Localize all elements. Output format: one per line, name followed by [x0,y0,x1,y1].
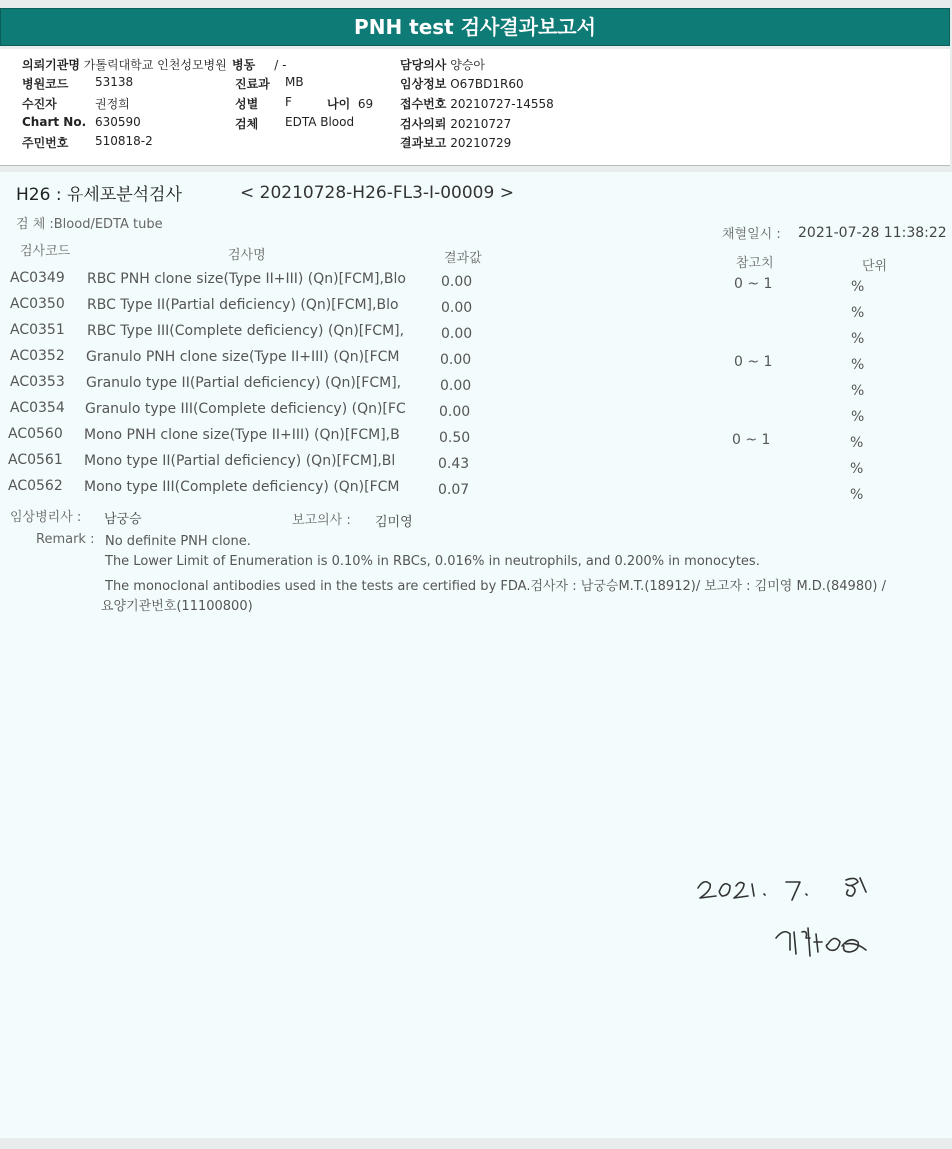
col-header-name: 검사명 [228,248,266,263]
field-institution: 의뢰기관명 가톨릭대학교 인천성모병원 [22,58,227,72]
doctor-name: 김미영 [375,515,413,530]
row-code: AC0562 [8,478,63,494]
field-chart-no: Chart No. 630590 [22,115,141,129]
row-result: 0.50 [439,430,471,446]
col-header-code: 검사코드 [20,244,71,259]
row-result: 0.00 [441,300,473,316]
row-code: AC0561 [8,452,63,468]
row-unit: % [851,331,865,347]
remark-line-2: The Lower Limit of Enumeration is 0.10% in RBCs, 0.016% in neutrophils, and 0.200% in monocytes. [105,554,760,569]
field-report-date: 결과보고 20210729 [400,136,512,150]
row-code: AC0352 [10,348,65,364]
row-result: 0.00 [440,378,472,394]
row-test-name: Mono type III(Complete deficiency) (Qn)[FCM [84,479,400,495]
doctor-label: 보고의사 : [292,513,351,528]
field-receipt-no: 접수번호 20210727-14558 [400,97,554,111]
field-resident-no: 주민번호 510818-2 [22,134,153,150]
row-test-name: RBC Type II(Partial deficiency) (Qn)[FCM],Blo [87,297,399,313]
row-code: AC0560 [8,426,63,442]
handwritten-date-signature [690,872,890,972]
accession-number: < 20210728-H26-FL3-I-00009 > [240,183,514,203]
field-specimen: 검체 EDTA Blood [235,115,355,131]
pathologist-label: 임상병리사 : [10,510,82,525]
row-result: 0.00 [441,274,473,290]
row-code: AC0353 [10,374,65,390]
specimen-line: 검 체 :Blood/EDTA tube [16,217,163,232]
field-ward: 병동 / - [232,58,287,72]
row-unit: % [851,279,865,295]
field-hospital-code: 병원코드 53138 [22,75,134,91]
field-request-date: 검사의뢰 20210727 [400,117,512,131]
col-header-unit: 단위 [862,259,888,274]
pathologist-name: 남궁승 [104,512,142,527]
row-test-name: RBC Type III(Complete deficiency) (Qn)[FCM], [87,323,405,339]
row-code: AC0354 [10,400,65,416]
row-code: AC0350 [10,296,65,312]
row-result: 0.43 [438,456,470,472]
field-sex: 성별 F [235,95,292,111]
remark-label: Remark : [36,532,95,547]
row-test-name: Granulo type III(Complete deficiency) (Qn)[FC [85,401,406,417]
row-test-name: RBC PNH clone size(Type II+III) (Qn)[FCM],Blo [87,271,406,287]
field-clinical-info: 임상정보 O67BD1R60 [400,77,524,91]
row-test-name: Mono type II(Partial deficiency) (Qn)[FCM],Bl [84,453,396,469]
collection-datetime: 2021-07-28 11:38:22 [798,225,947,241]
header-panel [0,49,950,166]
remark-line-1: No definite PNH clone. [105,534,251,549]
row-test-name: Granulo type II(Partial deficiency) (Qn)[FCM], [86,375,402,391]
row-reference: 0 ~ 1 [732,432,771,448]
row-unit: % [851,409,865,425]
row-unit: % [850,461,864,477]
field-department: 진료과 MB [235,75,304,91]
row-unit: % [850,435,864,451]
field-patient: 수진자 권정희 [22,97,130,111]
field-doctor: 담당의사 양승아 [400,58,485,72]
row-result: 0.00 [440,352,472,368]
report-title: PNH test 검사결과보고서 [0,8,950,46]
field-age: 나이 69 [327,97,374,111]
col-header-ref: 참고치 [736,256,774,271]
col-header-result: 결과값 [444,251,482,266]
row-test-name: Granulo PNH clone size(Type II+III) (Qn)[FCM [86,349,400,365]
row-code: AC0351 [10,322,65,338]
row-result: 0.00 [439,404,471,420]
row-result: 0.07 [438,482,470,498]
row-result: 0.00 [441,326,473,342]
row-code: AC0349 [10,270,65,286]
report-body [0,172,952,1138]
collection-label: 채혈일시 : [722,227,781,242]
remark-line-3: The monoclonal antibodies used in the tests are certified by FDA.검사자 : 남궁승M.T.(18912)/ 보고자 : 김미영 M.D.(84980) / [105,579,886,594]
section-title: H26 : 유세포분석검사 [16,185,182,205]
remark-line-4: 요양기관번호(11100800) [101,599,253,614]
row-reference: 0 ~ 1 [734,354,773,370]
row-unit: % [851,305,865,321]
row-unit: % [851,357,865,373]
row-unit: % [851,383,865,399]
row-reference: 0 ~ 1 [734,276,773,292]
row-test-name: Mono PNH clone size(Type II+III) (Qn)[FCM],B [84,427,400,443]
row-unit: % [850,487,864,503]
